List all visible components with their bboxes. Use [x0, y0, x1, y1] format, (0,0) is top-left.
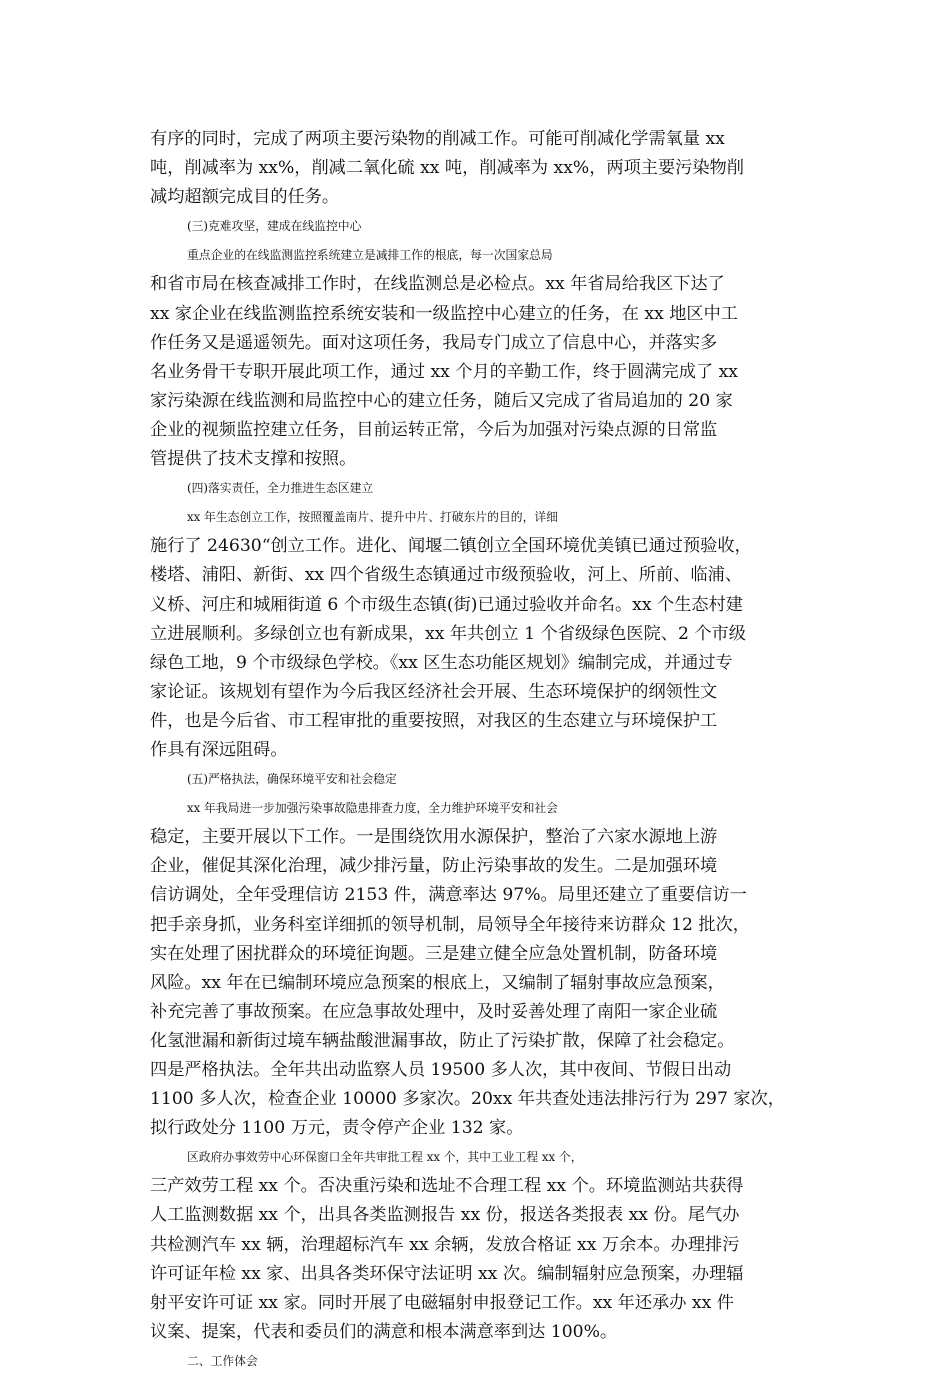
text-line: 把手亲身抓，业务科室详细抓的领导机制，局领导全年接待来访群众 12 批次，	[150, 914, 750, 935]
text-line: 二、工作体会	[187, 1353, 258, 1368]
text-line: 信访调处，全年受理信访 2153 件，满意率达 97%。局里还建立了重要信访一	[150, 885, 747, 906]
text-line: 稳定，主要开展以下工作。一是围绕饮用水源保护，整治了六家水源地上游	[150, 827, 718, 848]
text-line: 1100 多人次，检查企业 10000 多家次。20xx 年共查处违法排污行为 297 家次，	[150, 1089, 785, 1110]
text-line: 家论证。该规划有望作为今后我区经济社会开展、生态环境保护的纲领性文	[150, 681, 718, 702]
text-line: 风险。xx 年在已编制环境应急预案的根底上，又编制了辐射事故应急预案，	[150, 972, 725, 993]
text-line: 重点企业的在线监测监控系统建立是减排工作的根底，每一次国家总局	[187, 248, 553, 263]
text-line: 作任务又是遥遥领先。面对这项任务，我局专门成立了信息中心，并落实多	[150, 332, 718, 353]
text-line: 人工监测数据 xx 个，出具各类监测报告 xx 份，报送各类报表 xx 份。尾气办	[150, 1205, 740, 1226]
text-line: (四)落实责任，全力推进生态区建立	[187, 481, 374, 496]
text-line: 区政府办事效劳中心环保窗口全年共审批工程 xx 个，其中工业工程 xx 个，	[187, 1150, 583, 1165]
text-line: 四是严格执法。全年共出动监察人员 19500 多人次，其中夜间、节假日出动	[150, 1060, 732, 1080]
text-line: 减均超额完成目的任务。	[150, 187, 340, 208]
text-line: 许可证年检 xx 家、出具各类环保守法证明 xx 次。编制辐射应急预案，办理辐	[150, 1263, 744, 1284]
text-line: xx 年我局进一步加强污染事故隐患排查力度，全力维护环境平安和社会	[187, 801, 558, 816]
document-page	[150, 125, 800, 1376]
text-line: 议案、提案，代表和委员们的满意和根本满意率到达 100%。	[150, 1321, 618, 1342]
text-line: 管提供了技术支撑和按照。	[150, 449, 357, 470]
text-line: 和省市局在核查减排工作时，在线监测总是必检点。xx 年省局给我区下达了	[150, 274, 725, 295]
text-line: 共检测汽车 xx 辆，治理超标汽车 xx 余辆，发放合格证 xx 万余本。办理排污	[150, 1234, 740, 1255]
text-line: 有序的同时，完成了两项主要污染物的削减工作。可能可削减化学需氧量 xx	[150, 129, 725, 149]
text-line: 楼塔、浦阳、新街、xx 四个省级生态镇通过市级预验收，河上、所前、临浦、	[150, 565, 743, 586]
text-line: 补充完善了事故预案。在应急事故处理中，及时妥善处理了南阳一家企业硫	[150, 1001, 718, 1022]
text-line: 立进展顺利。多绿创立也有新成果，xx 年共创立 1 个省级绿色医院、2 个市级	[150, 623, 746, 644]
text-line: 名业务骨干专职开展此项工作，通过 xx 个月的辛勤工作，终于圆满完成了 xx	[150, 361, 738, 382]
text-line: 义桥、河庄和城厢街道 6 个市级生态镇(街)已通过验收并命名。xx 个生态村建	[150, 594, 743, 615]
text-line: 家污染源在线监测和局监控中心的建立任务，随后又完成了省局追加的 20 家	[150, 390, 733, 411]
text-line: 企业，催促其深化治理，减少排污量，防止污染事故的发生。二是加强环境	[150, 856, 718, 877]
text-line: 化氢泄漏和新街过境车辆盐酸泄漏事故，防止了污染扩散，保障了社会稳定。	[150, 1030, 735, 1051]
text-line: 作具有深远阻碍。	[150, 739, 288, 760]
text-line: 射平安许可证 xx 家。同时开展了电磁辐射申报登记工作。xx 年还承办 xx 件	[150, 1292, 734, 1313]
text-line: (五)严格执法，确保环境平安和社会稳定	[187, 772, 397, 787]
text-line: 施行了 24630“创立工作。进化、闻堰二镇创立全国环境优美镇已通过预验收，	[150, 536, 752, 557]
text-line: 实在处理了困扰群众的环境征询题。三是建立健全应急处置机制，防备环境	[150, 943, 718, 964]
text-line: 绿色工地，9 个市级绿色学校。《xx 区生态功能区规划》编制完成，并通过专	[150, 652, 733, 673]
text-line: 吨，削减率为 xx%，削减二氧化硫 xx 吨，削减率为 xx%，两项主要污染物削	[150, 158, 744, 179]
text-line: (三)克难攻坚，建成在线监控中心	[187, 219, 362, 234]
text-line: 三产效劳工程 xx 个。否决重污染和选址不合理工程 xx 个。环境监测站共获得	[150, 1176, 744, 1197]
text-line: 件，也是今后省、市工程审批的重要按照，对我区的生态建立与环境保护工	[150, 710, 718, 731]
text-line: 企业的视频监控建立任务，目前运转正常，今后为加强对污染点源的日常监	[150, 419, 718, 440]
text-line: xx 年生态创立工作，按照覆盖南片、提升中片、打破东片的目的，详细	[187, 510, 558, 525]
text-line: 拟行政处分 1100 万元，责令停产企业 132 家。	[150, 1118, 524, 1139]
text-line: xx 家企业在线监测监控系统安装和一级监控中心建立的任务，在 xx 地区中工	[150, 303, 738, 324]
